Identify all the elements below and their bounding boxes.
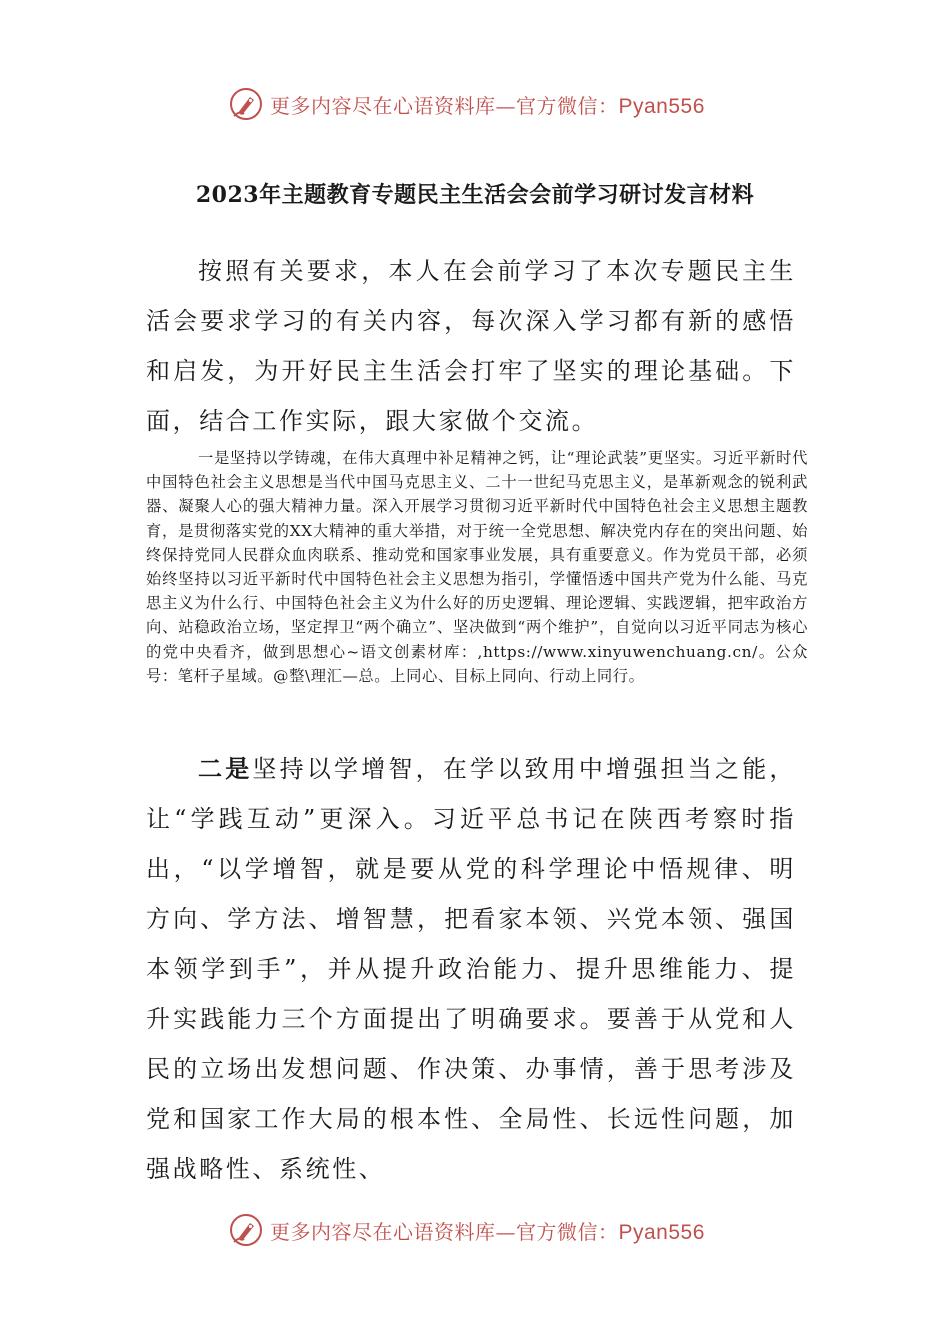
banner-wechat-id: Pyan556 bbox=[618, 1220, 705, 1244]
banner-text: 更多内容尽在心语资料库—官方微信：Pyan556 bbox=[270, 1219, 705, 1244]
pen-nib-logo-icon bbox=[228, 86, 264, 122]
banner-wechat-id: Pyan556 bbox=[618, 94, 705, 118]
section-2-body: 坚持以学增智，在学以致用中增强担当之能，让“学践互动”更深入。习近平总书记在陕西考察时指出，“以学增智，就是要从党的科学理论中悟规律、明方向、学方法、增智慧，把看家本领、兴党本领、强国本领学到手”，并从提升政治能力、提升思维能力、提升实践能力三个方面提出了明确要求。要善于从党和人民的立场出发想问题、作决策、办事情，善于思考涉及党和国家工作大局的根本性、全局性、长远性问题，加强战略性、系统性、 bbox=[146, 755, 796, 1183]
intro-paragraph: 按照有关要求，本人在会前学习了本次专题民主生活会要求学习的有关内容，每次深入学习都有新的感悟和启发，为开好民主生活会打牢了坚实的理论基础。下面，结合工作实际，跟大家做个交流。 bbox=[146, 257, 796, 435]
document-title: 2023年主题教育专题民主生活会会前学习研讨发言材料 bbox=[195, 182, 755, 208]
pen-nib-logo-icon bbox=[228, 1212, 264, 1248]
section-1-paragraph: 一是坚持以学铸魂，在伟大真理中补足精神之钙，让“理论武装”更坚实。习近平新时代中国特色社会主义思想是当代中国马克思主义、二十一世纪马克思主义，是革新观念的锐利武器、凝聚人心的强大精神力量。深入开展学习贯彻习近平新时代中国特色社会主义思想主题教育，是贯彻落实党的XX大精神的重大举措，对于统一全党思想、解决党内存在的突出问题、始终保持党同人民群众血肉联系、推动党和国家事业发展，具有重要意义。作为党员干部，必须始终坚持以习近平新时代中国特色社会主义思想为指引，学懂悟透中国共产党为什么能、马克思主义为什么行、中国特色社会主义为什么好的历史逻辑、理论逻辑、实践逻辑，把牢政治方向、站稳政治立场，坚定捍卫“两个确立”、坚决做到“两个维护”，自觉向以习近平同志为核心的党中央看齐，做到思想心~语文创素材库：,https://www.xinyuwenchuang.cn/。公众号：笔杆子星域。@整\理汇—总。上同心、目标上同向、行动上同行。 bbox=[146, 449, 808, 685]
watermark-banner-top bbox=[228, 84, 748, 124]
section-2-paragraph bbox=[146, 744, 796, 1194]
watermark-banner-bottom bbox=[228, 1210, 748, 1250]
section-2-lead: 二是 bbox=[198, 754, 253, 783]
banner-text: 更多内容尽在心语资料库—官方微信：Pyan556 bbox=[270, 93, 705, 118]
